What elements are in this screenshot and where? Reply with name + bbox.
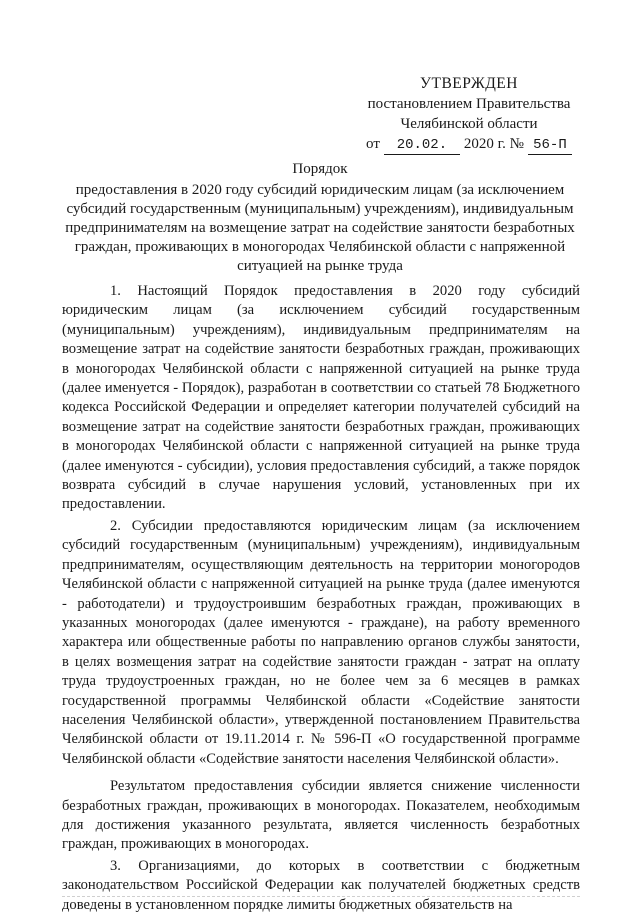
heading-line: предпринимателям на возмещение затрат на содействие занятости безработных bbox=[65, 220, 575, 236]
paragraph-3: 3. Организациями, до которых в соответствии с бюджетным законодательством Российской Федерации как получателей бюджетных средств доведены в установленном порядке лимиты бюджетных обязательств на bbox=[62, 857, 580, 913]
approval-block bbox=[354, 74, 584, 155]
heading-line: ситуацией на рынке труда bbox=[237, 258, 403, 274]
page-bottom-edge bbox=[62, 896, 580, 897]
heading-line: предоставления в 2020 году субсидий юридическим лицам (за исключением bbox=[75, 182, 565, 198]
paragraph-1: 1. Настоящий Порядок предоставления в 2020 году субсидий юридическим лицам (за исключением субсидий государственным (муниципальным) учреждениям), индивидуальным предпринимателям на возмещение затрат на содействие занятости безработных граждан, проживающих в моногородах Челябинской области с напряженной ситуацией на рынке труда (далее именуется - Порядок), разработан в соответствии со статьей 78 Бюджетного кодекса Российской Федерации и определяет категории получателей субсидий на возмещение затрат на содействие занятости безработных граждан, проживающих в моногородах Челябинской области с напряженной ситуацией на рынке труда (далее именуются - субсидии), условия предоставления субсидий, а также порядок возврата субсидий в случае нарушения условий, установленных при их предоставлении. bbox=[62, 283, 580, 513]
approval-line-2: Челябинской области bbox=[400, 116, 538, 132]
approval-line-1: постановлением Правительства bbox=[367, 96, 571, 112]
heading-title: Порядок bbox=[292, 161, 348, 177]
approval-date: 20.02. bbox=[384, 137, 460, 155]
document-heading bbox=[60, 160, 580, 276]
approval-year: 2020 г. № bbox=[463, 136, 524, 152]
approval-date-line bbox=[354, 134, 584, 155]
paragraph-result: Результатом предоставления субсидии является снижение численности безработных граждан, проживающих в моногородах. Показателем, необходимым для достижения указанного результата, является численность безработных граждан, проживающих в моногородах. bbox=[62, 778, 580, 853]
document-body bbox=[62, 282, 580, 917]
heading-line: субсидий государственным (муниципальным) учреждениям), индивидуальным bbox=[66, 201, 574, 217]
approval-number: 56-П bbox=[528, 137, 572, 155]
paragraph-2: 2. Субсидии предоставляются юридическим лицам (за исключением субсидий государственным (муниципальным) учреждениям), индивидуальным предпринимателям, осуществляющим деятельность на территории моногородов Челябинской области с напряженной ситуацией на рынке труда (далее именуются - работодатели) и трудоустроившим безработных граждан, проживающих в указанных моногородах (далее именуются - граждане), на работу временного характера или общественные работы по направлению органов службы занятости, в целях возмещения затрат на содействие занятости граждан - затрат на оплату труда трудоустроенных граждан, но не более чем за 6 месяцев в рамках государственной программы Челябинской области «Содействие занятости населения Челябинской области», утвержденной постановлением Правительства Челябинской области от 19.11.2014 г. № 596-П «О государственной программе Челябинской области «Содействие занятости населения Челябинской области». bbox=[62, 517, 580, 767]
approval-prefix: от bbox=[366, 136, 380, 152]
heading-line: граждан, проживающих в моногородах Челябинской области с напряженной bbox=[74, 239, 566, 255]
approval-title: УТВЕРЖДЕН bbox=[420, 75, 518, 92]
